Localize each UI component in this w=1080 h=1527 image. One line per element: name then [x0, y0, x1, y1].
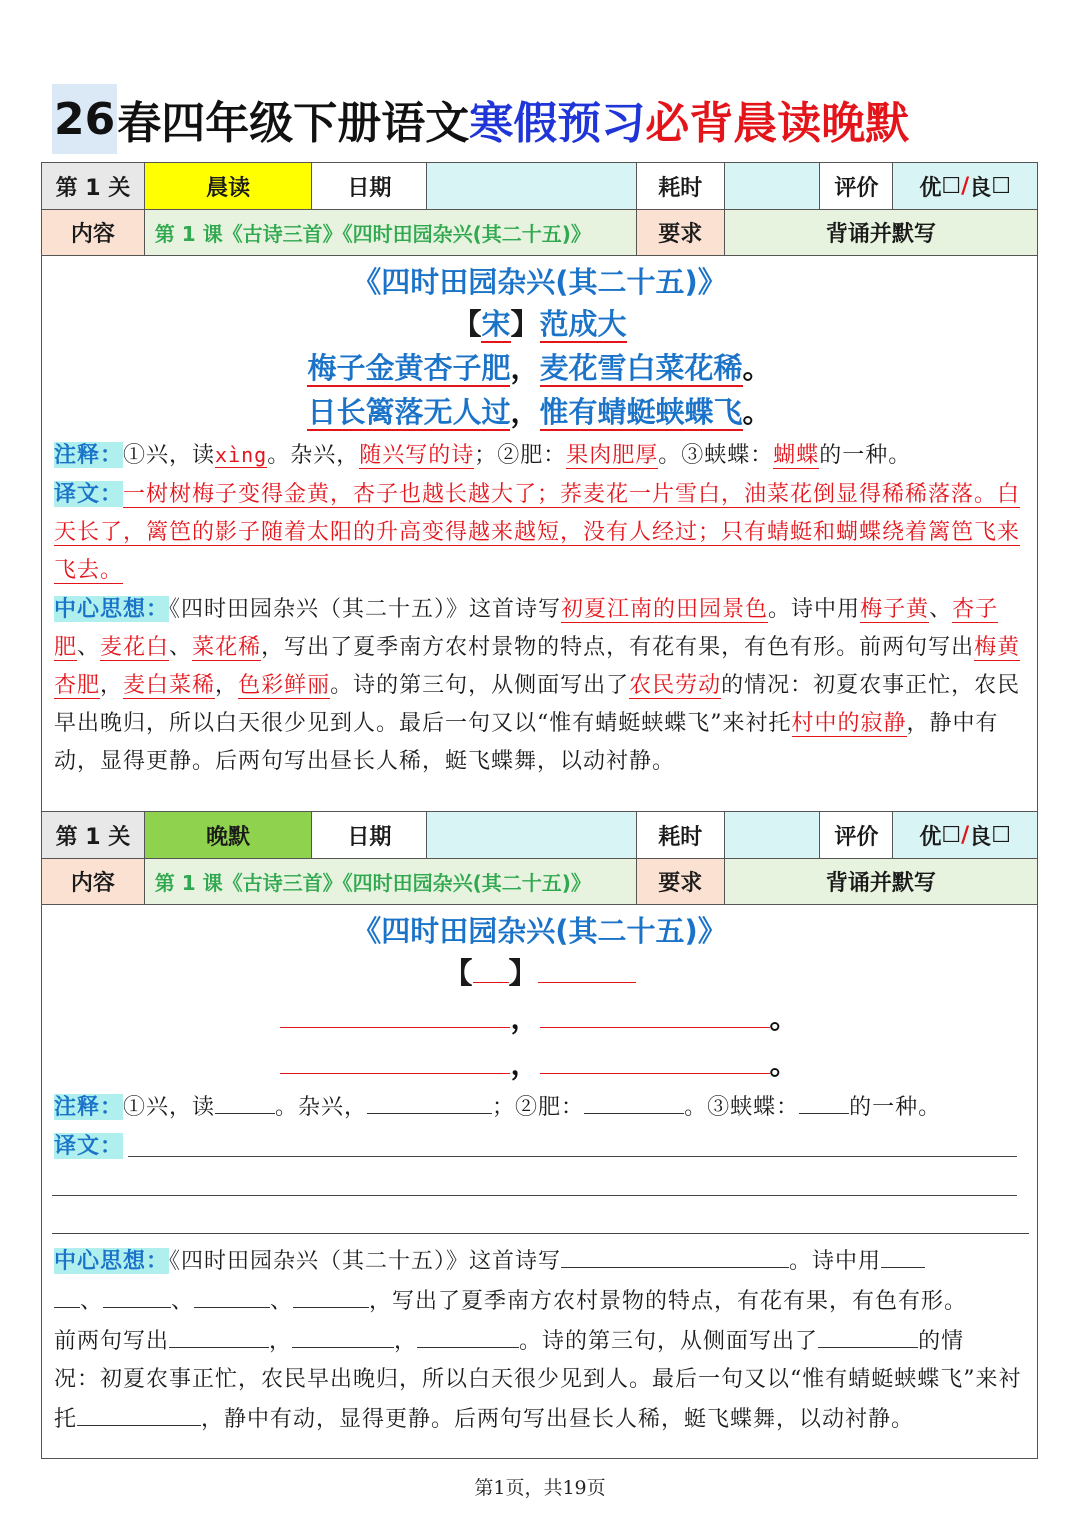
idea-text: 。诗中用	[768, 597, 861, 622]
title-part1: 春四年级下册语文	[117, 98, 470, 149]
idea-text: 、	[169, 635, 193, 660]
idea-answer: 色彩鲜丽	[238, 673, 331, 698]
idea-text: 况：初夏农事正忙，农民早出晚归，所以白天很少见到人。最后一句又以“惟有蜻蜓蛱蝶飞”来衬托	[54, 1367, 1022, 1432]
notes-label: 注释：	[54, 442, 124, 468]
eval-options	[893, 812, 1037, 858]
notes-blank[interactable]	[367, 1087, 492, 1114]
translation-paragraph	[42, 475, 1037, 590]
poem-blank[interactable]	[540, 1001, 770, 1028]
evening-body	[42, 905, 1037, 1439]
title-prefix: 26	[52, 84, 117, 154]
poem-title: 《四时田园杂兴(其二十五)》	[352, 265, 727, 299]
evening-dictation-section	[41, 811, 1038, 1459]
header-row	[42, 163, 1037, 210]
idea-blank[interactable]	[103, 1281, 171, 1308]
poem-line-2: 日长篱落无人过，惟有蜻蜓蛱蝶飞。	[307, 395, 772, 429]
idea-answer: 梅子黄	[860, 597, 930, 622]
poem-blank[interactable]	[540, 1047, 770, 1074]
idea-answer: 麦白菜稀	[123, 673, 216, 698]
requirement-label: 要求	[637, 210, 725, 255]
time-label: 耗时	[637, 812, 725, 858]
poem-blank[interactable]	[280, 1047, 510, 1074]
idea-text: 的情况：初夏农事正忙，农民早出晚归，所以白天很少见到人。最后一句又以“惟有蜻蜓蛱蝶飞”来衬托	[54, 673, 1021, 736]
poem-title: 《四时田园杂兴(其二十五)》	[352, 914, 727, 948]
eval-label: 评价	[820, 812, 893, 858]
requirement-value: 背诵并默写	[725, 859, 1037, 904]
time-label: 耗时	[637, 163, 725, 209]
idea-text: ，静中有动，显得更静。后两句写出昼长人稀，蜓飞蝶舞，以动衬静。	[54, 711, 999, 774]
date-input[interactable]	[427, 163, 637, 209]
idea-text: ，	[215, 673, 239, 698]
poem-line-2-blanks: ， 。	[42, 1041, 1037, 1087]
idea-blank[interactable]	[194, 1281, 270, 1308]
idea-answer: 梅黄杏肥	[54, 635, 1021, 698]
central-idea-label: 中心思想：	[54, 596, 170, 622]
idea-text: 。诗的第三句，从侧面写出了	[519, 1329, 819, 1354]
idea-answer: 麦花白	[100, 635, 170, 660]
poem-author-line: 【宋】范成大	[452, 307, 627, 341]
eval-label: 评价	[820, 163, 893, 209]
header-row	[42, 812, 1037, 859]
dynasty-blank[interactable]	[473, 956, 509, 983]
notes-paragraph	[42, 1087, 1037, 1127]
requirement-value: 背诵并默写	[725, 210, 1037, 255]
poem-blank[interactable]	[280, 1001, 510, 1028]
idea-text: 。诗的第三句，从侧面写出了	[330, 673, 630, 698]
central-idea-label: 中心思想：	[54, 1248, 170, 1274]
notes-text: ；②肥：	[492, 1095, 585, 1120]
eval-separator: /	[961, 173, 970, 199]
content-label: 内容	[42, 859, 145, 904]
poem-line-1b: 麦花雪白菜花稀	[539, 351, 743, 385]
page-title	[52, 84, 909, 154]
idea-answer: 初夏江南的田园景色	[561, 597, 769, 622]
date-input[interactable]	[427, 812, 637, 858]
eval-good-checkbox[interactable]: ☐	[941, 173, 962, 199]
notes-label: 注释：	[54, 1094, 124, 1120]
eval-good-checkbox[interactable]: ☐	[941, 822, 962, 848]
content-value: 第 1 课《古诗三首》《四时田园杂兴(其二十五)》	[145, 859, 637, 904]
idea-text: 。诗中用	[789, 1249, 882, 1274]
author-blank[interactable]	[538, 956, 636, 983]
translation-label: 译文：	[54, 481, 124, 507]
time-input[interactable]	[725, 812, 821, 858]
idea-blank[interactable]	[77, 1399, 201, 1426]
idea-blank[interactable]	[561, 1241, 789, 1268]
central-idea-paragraph	[42, 590, 1037, 781]
mode-label: 晨读	[145, 163, 313, 209]
poem-line-2a: 日长篱落无人过	[307, 395, 511, 429]
poem-author-line: 【 】	[42, 951, 1037, 995]
idea-text: 《四时田园杂兴（其二十五）》这首诗写	[169, 1249, 562, 1274]
notes-text: 。③蛱蝶：	[684, 1095, 800, 1120]
notes-text: 。杂兴，	[275, 1095, 368, 1120]
content-row	[42, 859, 1037, 905]
idea-blank[interactable]	[293, 1281, 369, 1308]
translation-label: 译文：	[54, 1133, 124, 1159]
content-label: 内容	[42, 210, 145, 255]
dynasty: 宋	[481, 307, 511, 341]
eval-ok-label: 良	[969, 824, 992, 850]
idea-blank[interactable]	[292, 1321, 394, 1348]
requirement-label: 要求	[637, 859, 725, 904]
notes-answer: 果肉肥厚	[566, 443, 659, 468]
notes-blank[interactable]	[584, 1087, 684, 1114]
idea-text: ，	[100, 673, 124, 698]
time-input[interactable]	[725, 163, 821, 209]
author: 范成大	[539, 307, 627, 341]
idea-text: ，静中有动，显得更静。后两句写出昼长人稀，蜓飞蝶舞，以动衬静。	[201, 1407, 915, 1432]
title-part3: 必背晨读晚默	[645, 98, 910, 149]
idea-answer: 杏子肥	[54, 597, 999, 660]
idea-blank[interactable]	[169, 1321, 269, 1348]
idea-answer: 农民劳动	[629, 673, 722, 698]
notes-blank[interactable]	[799, 1087, 849, 1114]
idea-blank[interactable]	[818, 1321, 918, 1348]
eval-good-label: 优	[919, 175, 942, 201]
eval-ok-checkbox[interactable]: ☐	[991, 173, 1011, 199]
translation-blank-line[interactable]	[128, 1156, 1017, 1157]
mode-label: 晚默	[145, 812, 313, 858]
notes-blank[interactable]	[215, 1087, 275, 1114]
notes-paragraph	[42, 436, 1037, 475]
idea-answer: 村中的寂静	[791, 711, 907, 736]
date-label: 日期	[312, 163, 427, 209]
idea-blank[interactable]	[881, 1241, 925, 1268]
translation-blank-line[interactable]	[52, 1233, 1029, 1234]
morning-body	[42, 256, 1037, 781]
poem-line-1: 梅子金黄杏子肥，麦花雪白菜花稀。	[307, 351, 772, 385]
idea-text: 前两句写出	[54, 1329, 170, 1354]
idea-blank[interactable]	[54, 1281, 80, 1308]
notes-text: 。③蛱蝶：	[658, 443, 774, 468]
idea-text: 的情	[918, 1329, 965, 1354]
eval-ok-checkbox[interactable]: ☐	[991, 822, 1011, 848]
page-number: 第1页，共19页	[474, 1477, 606, 1499]
date-label: 日期	[312, 812, 427, 858]
level-label: 第 1 关	[42, 812, 145, 858]
idea-blank[interactable]	[417, 1321, 519, 1348]
eval-ok-label: 良	[969, 175, 992, 201]
title-part2: 寒假预习	[469, 98, 646, 149]
morning-reading-section	[41, 162, 1038, 812]
eval-options	[893, 163, 1037, 209]
notes-text: ①兴，读	[123, 443, 216, 468]
idea-text: ，写出了夏季南方农村景物的特点，有花有果，有色有形。前两句写出	[261, 635, 975, 660]
eval-separator: /	[961, 822, 970, 848]
notes-text: 的一种。	[849, 1095, 942, 1120]
poem-line-1a: 梅子金黄杏子肥	[307, 351, 511, 385]
poem-line-1-blanks: ， 。	[42, 995, 1037, 1041]
notes-text: 。杂兴，	[267, 443, 360, 468]
translation-paragraph	[42, 1127, 1037, 1241]
notes-text: 的一种。	[819, 443, 912, 468]
notes-answer: 随兴写的诗	[359, 443, 475, 468]
idea-text: 、	[929, 597, 953, 622]
content-value: 第 1 课《古诗三首》《四时田园杂兴(其二十五)》	[145, 210, 637, 255]
level-label: 第 1 关	[42, 163, 145, 209]
notes-text: ；②肥：	[474, 443, 567, 468]
notes-text: ①兴，读	[123, 1095, 216, 1120]
translation-blank-line[interactable]	[52, 1195, 1017, 1196]
notes-answer: 蝴蝶	[773, 443, 820, 468]
idea-text: 、	[77, 635, 101, 660]
eval-good-label: 优	[919, 824, 942, 850]
idea-answer: 菜花稀	[192, 635, 262, 660]
central-idea-paragraph: 中心思想：《四时田园杂兴（其二十五）》这首诗写 。诗中用 、 、 、 ，写出了夏季南方农村景物的特点，有花有果，有色有形。 前两句写出 ， ， 。诗的第三句，从侧面写出了 的情 况：初夏农事正忙，农民早出晚归，所以白天很少见到人。最后一句又以“惟有蜻蜓蛱蝶飞”来衬托 ，静中有动，显得更静。后两句写出昼长人稀，蜓飞蝶舞，以动衬静。	[42, 1241, 1037, 1439]
notes-pinyin: xìng	[215, 443, 268, 467]
idea-text: ，写出了夏季南方农村景物的特点，有花有果，有色有形。	[369, 1289, 968, 1314]
content-row	[42, 210, 1037, 256]
poem-line-2b: 惟有蜻蜓蛱蝶飞	[539, 395, 743, 429]
idea-text: 《四时田园杂兴（其二十五）》这首诗写	[169, 597, 562, 622]
translation-text: 一树树梅子变得金黄，杏子也越长越大了；荞麦花一片雪白，油菜花倒显得稀稀落落。白天长了，篱笆的影子随着太阳的升高变得越来越短，没有人经过；只有蜻蜓和蝴蝶绕着篱笆飞来飞去。	[54, 482, 1021, 583]
